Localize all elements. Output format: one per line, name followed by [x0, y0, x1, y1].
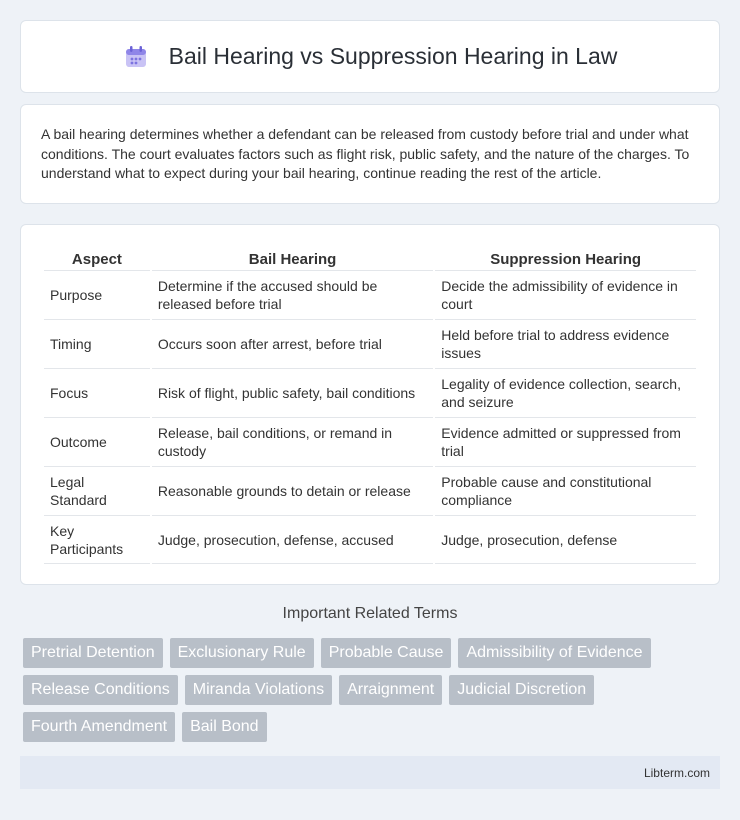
row-suppression: Judge, prosecution, defense [435, 515, 696, 564]
term-tag[interactable]: Exclusionary Rule [170, 638, 314, 668]
term-tag[interactable]: Arraignment [339, 675, 442, 705]
table-row [44, 515, 696, 564]
row-bail: Occurs soon after arrest, before trial [152, 319, 433, 368]
row-aspect: Outcome [44, 417, 150, 466]
row-suppression: Probable cause and constitutional compliance [435, 466, 696, 515]
table-row [44, 319, 696, 368]
table-row [44, 466, 696, 515]
row-bail: Release, bail conditions, or remand in custody [152, 417, 433, 466]
term-tag[interactable]: Admissibility of Evidence [458, 638, 650, 668]
intro-text: A bail hearing determines whether a defendant can be released from custody before trial and under what conditions. The court evaluates factors such as flight risk, public safety, and the nature of the charges. To understand what to expect during your bail hearing, continue reading the rest of the article. [41, 126, 690, 181]
row-aspect: Focus [44, 368, 150, 417]
row-suppression: Legality of evidence collection, search, and seizure [435, 368, 696, 417]
page-title: Bail Hearing vs Suppression Hearing in Law [168, 43, 618, 69]
row-bail: Determine if the accused should be released before trial [152, 270, 433, 319]
column-header-aspect: Aspect [71, 250, 122, 268]
comparison-table [42, 243, 698, 564]
row-suppression: Decide the admissibility of evidence in court [435, 270, 696, 319]
header-card [20, 20, 720, 93]
table-row [44, 417, 696, 466]
row-aspect: Legal Standard [44, 466, 150, 515]
column-header-suppression: Suppression Hearing [490, 250, 642, 268]
column-header-bail: Bail Hearing [248, 250, 337, 268]
term-tag[interactable]: Bail Bond [182, 712, 267, 742]
row-bail: Judge, prosecution, defense, accused [152, 515, 433, 564]
row-bail: Reasonable grounds to detain or release [152, 466, 433, 515]
row-suppression: Evidence admitted or suppressed from trial [435, 417, 696, 466]
term-tag[interactable]: Fourth Amendment [23, 712, 175, 742]
calendar-icon [123, 44, 149, 70]
row-suppression: Held before trial to address evidence issues [435, 319, 696, 368]
term-tag[interactable]: Probable Cause [321, 638, 452, 668]
intro-card [20, 104, 720, 204]
term-tag[interactable]: Pretrial Detention [23, 638, 163, 668]
term-tag[interactable]: Miranda Violations [185, 675, 332, 705]
footer-site-link[interactable]: Libterm.com [643, 765, 710, 780]
table-header-row [44, 243, 696, 270]
related-terms-title: Important Related Terms [282, 605, 458, 622]
table-row [44, 368, 696, 417]
row-aspect: Timing [44, 319, 150, 368]
table-row [44, 270, 696, 319]
row-aspect: Key Participants [44, 515, 150, 564]
footer [20, 756, 720, 789]
comparison-card [20, 224, 720, 585]
term-tag[interactable]: Judicial Discretion [449, 675, 594, 705]
row-bail: Risk of flight, public safety, bail conditions [152, 368, 433, 417]
row-aspect: Purpose [44, 270, 150, 319]
term-tag[interactable]: Release Conditions [23, 675, 178, 705]
related-terms-list [23, 638, 723, 742]
